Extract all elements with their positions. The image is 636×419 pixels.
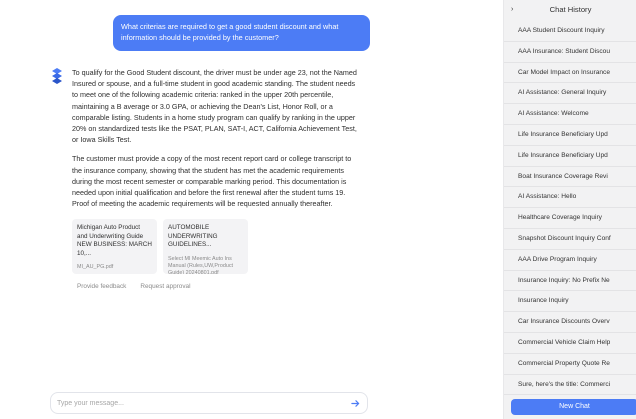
- history-item[interactable]: Insurance Inquiry: [504, 291, 636, 312]
- provide-feedback-button[interactable]: Provide feedback: [77, 283, 127, 290]
- source-file: Select MI Meemic Auto Ins Manual (Rules,UW,Product Guide) 20240801.pdf: [168, 255, 234, 274]
- source-card[interactable]: [72, 219, 157, 274]
- history-item[interactable]: Life Insurance Beneficiary Upd: [504, 125, 636, 146]
- history-item[interactable]: Healthcare Coverage Inquiry: [504, 208, 636, 229]
- answer-paragraph: The customer must provide a copy of the most recent report card or college transcript to the insurance company, showing that the student has met the academic requirements during the most recent semester or comparable marking period. This documentation is needed upon initial qualification and before the first renewal after the student turns 19. Proof of meeting the academic requirements will be requested annually thereafter.: [72, 154, 352, 209]
- send-arrow-icon[interactable]: [351, 399, 360, 408]
- collapse-chevron-icon[interactable]: ›: [511, 6, 514, 13]
- chat-history-sidebar: [503, 0, 636, 419]
- answer-actions: [77, 283, 190, 290]
- chat-history-list: [504, 21, 636, 395]
- history-item[interactable]: Insurance Inquiry: No Prefix Ne: [504, 271, 636, 292]
- history-item[interactable]: Snapshot Discount Inquiry Conf: [504, 229, 636, 250]
- history-item[interactable]: AI Assistance: Welcome: [504, 104, 636, 125]
- source-card[interactable]: [163, 219, 248, 274]
- history-item[interactable]: AAA Student Discount Inquiry: [504, 21, 636, 42]
- history-item[interactable]: Boat Insurance Coverage Revi: [504, 167, 636, 188]
- source-file: MI_AU_PG.pdf: [77, 264, 114, 270]
- history-item[interactable]: AI Assistance: Hello: [504, 187, 636, 208]
- message-input-bar: [50, 392, 368, 414]
- sidebar-title: Chat History: [549, 5, 592, 14]
- history-item[interactable]: Car Insurance Discounts Overv: [504, 312, 636, 333]
- user-message-bubble: What criterias are required to get a good student discount and what information should be provided by the customer?: [113, 15, 370, 51]
- request-approval-button[interactable]: Request approval: [140, 283, 191, 290]
- history-item[interactable]: AAA Insurance: Student Discou: [504, 42, 636, 63]
- history-item[interactable]: Sure, here's the title: Commerci: [504, 375, 636, 396]
- source-cards: [72, 219, 248, 274]
- message-input[interactable]: [57, 396, 337, 410]
- history-item[interactable]: AAA Drive Program Inquiry: [504, 250, 636, 271]
- history-item[interactable]: AI Assistance: General Inquiry: [504, 83, 636, 104]
- new-chat-button[interactable]: New Chat: [511, 399, 636, 415]
- source-title: Michigan Auto Product and Underwriting Guide NEW BUSINESS: MARCH 10,...: [77, 224, 152, 257]
- assistant-answer: [72, 67, 362, 217]
- assistant-logo-icon: [51, 68, 63, 84]
- history-item[interactable]: Commercial Vehicle Claim Help: [504, 333, 636, 354]
- history-item[interactable]: Life Insurance Beneficiary Upd: [504, 146, 636, 167]
- history-item[interactable]: Commercial Property Quote Re: [504, 354, 636, 375]
- source-title: AUTOMOBILE UNDERWRITING GUIDELINES...: [168, 224, 218, 248]
- answer-paragraph: To qualify for the Good Student discount, the driver must be under age 23, not the Named Insured or spouse, and a full-time student in good academic standing. The student needs to meet one of the following academic criteria: ranked in the upper 20th percentile, maintaining a B average or 3.0 GPA, or achieving the Dean's List, Honor Roll, or a comparable listing. Students in a home study program can qualify by ranking in the upper 20% on standardized tests like the PSAT, PLAN, SAT-I, ACT, California Achievement Test, or Iowa Skills Test.: [72, 68, 357, 145]
- history-item[interactable]: Car Model Impact on Insurance: [504, 63, 636, 84]
